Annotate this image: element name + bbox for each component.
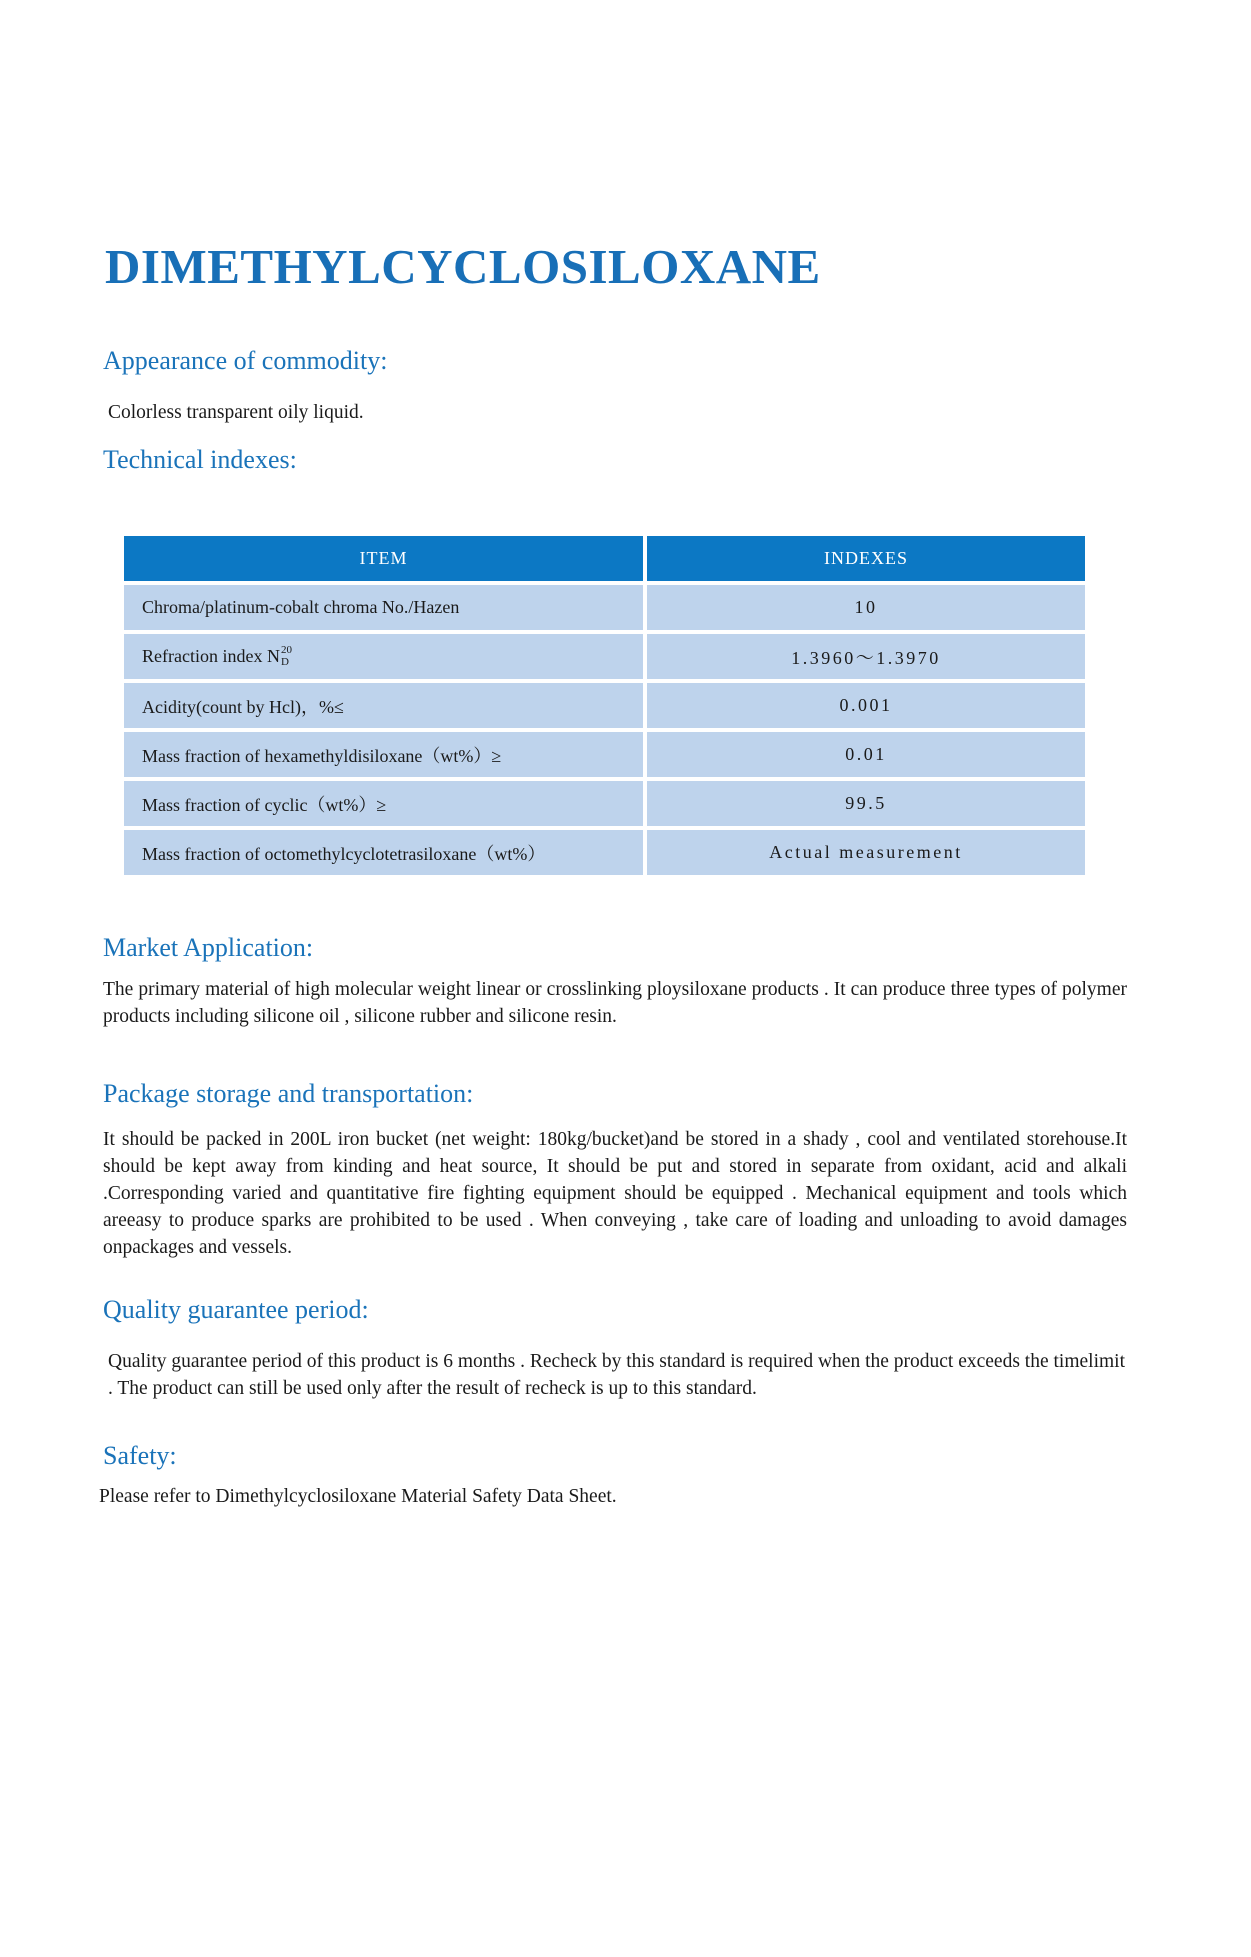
refraction-subscript: D (280, 656, 289, 668)
document-page (0, 238, 1251, 1957)
table-cell-value: 99.5 (647, 781, 1085, 826)
table-cell-item: Mass fraction of octomethylcyclotetrasiloxane（wt%） (124, 830, 643, 875)
quality-body: Quality guarantee period of this product is 6 months . Recheck by this standard is required when the product exceeds the timelimit . The product can still be used only after the result of recheck is up to this standard. (108, 1351, 1125, 1399)
package-body: It should be packed in 200L iron bucket (net weight: 180kg/bucket)and be stored in a shady , cool and ventilated storehouse.It should be kept away from kinding and heat source, It should be put and stored in separate from oxidant, acid and alkali .Corresponding varied and quantitative fire fighting equipment should be equipped . Mechanical equipment and tools which areeasy to produce sparks are prohibited to be used . When conveying , take care of loading and unloading to avoid damages onpackages and vessels. (103, 1129, 1127, 1258)
table-cell-value: Actual measurement (647, 830, 1085, 875)
table-header-row (124, 536, 1085, 581)
table-cell-value: 0.001 (647, 683, 1085, 728)
section-heading-quality: Quality guarantee period: (103, 1295, 369, 1324)
table-cell-item (124, 634, 643, 679)
table-row (124, 683, 1085, 728)
table-row (124, 585, 1085, 630)
section-heading-appearance: Appearance of commodity: (103, 346, 388, 375)
section-heading-market: Market Application: (103, 933, 314, 962)
table-cell-value: 1.3960～1.3970 (647, 634, 1085, 679)
table-header-item: ITEM (124, 536, 643, 581)
page-title: DIMETHYLCYCLOSILOXANE (105, 239, 821, 294)
table-cell-item: Acidity(count by Hcl)，%≤ (124, 683, 643, 728)
table-cell-value: 0.01 (647, 732, 1085, 777)
section-heading-technical: Technical indexes: (103, 445, 297, 474)
table-row (124, 781, 1085, 826)
refraction-sup-sub (281, 645, 292, 668)
table-cell-value: 10 (647, 585, 1085, 630)
refraction-superscript: 20 (280, 644, 292, 656)
market-body: The primary material of high molecular weight linear or crosslinking ploysiloxane products . It can produce three types of polymer products including silicone oil , silicone rubber and silicone resin. (103, 979, 1127, 1027)
table-row (124, 634, 1085, 679)
table-cell-item: Mass fraction of hexamethyldisiloxane（wt%）≥ (124, 732, 643, 777)
table-row (124, 732, 1085, 777)
technical-indexes-table (124, 536, 1085, 875)
table-cell-item: Chroma/platinum-cobalt chroma No./Hazen (124, 585, 643, 630)
section-heading-safety: Safety: (103, 1441, 177, 1470)
safety-body: Please refer to Dimethylcyclosiloxane Material Safety Data Sheet. (99, 1486, 617, 1507)
appearance-body: Colorless transparent oily liquid. (108, 402, 364, 423)
table-row (124, 830, 1085, 875)
refraction-label: Refraction index N (142, 646, 280, 666)
table-header-indexes: INDEXES (647, 536, 1085, 581)
section-heading-package: Package storage and transportation: (103, 1079, 474, 1108)
table-cell-item: Mass fraction of cyclic（wt%）≥ (124, 781, 643, 826)
